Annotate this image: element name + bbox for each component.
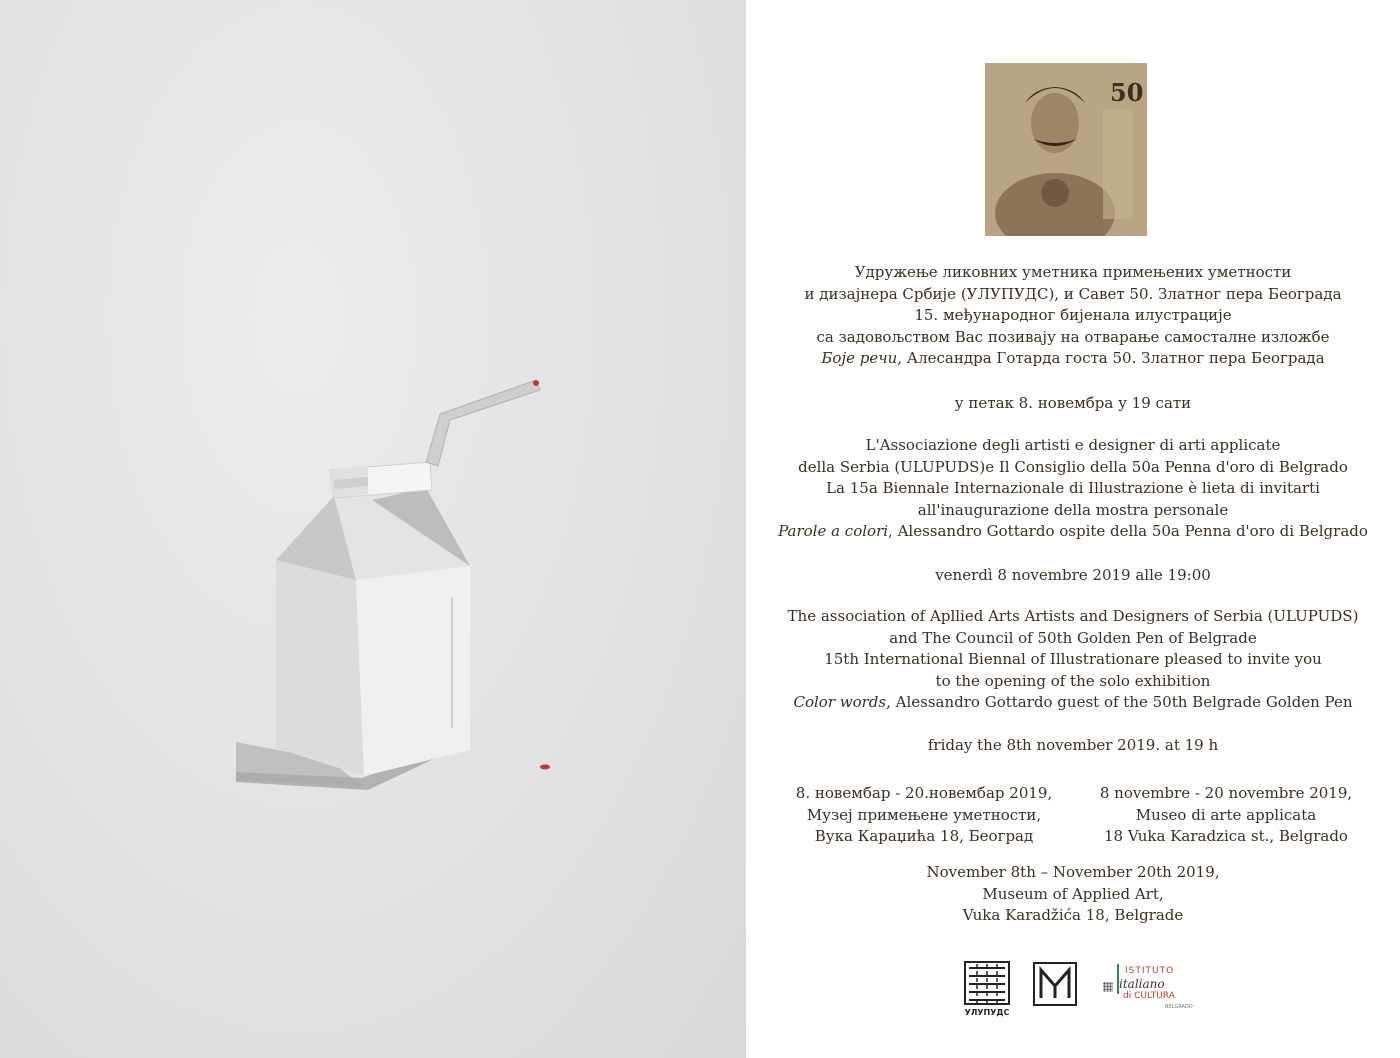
italian-line: all'inaugurazione della mostra personale — [917, 500, 1229, 519]
serbian-line: 15. међународног бијенала илустрације — [914, 306, 1232, 324]
italian-date: venerdì 8 novembre 2019 alle 19:00 — [935, 566, 1211, 584]
carton-front-face — [356, 566, 470, 776]
english-line: 15th International Biennal of Illustrationare pleased to invite you — [824, 650, 1322, 668]
venue-serbian: 8. новембар - 20.новембар 2019, Музеј примењене уметности, Вука Караџића 18, Београд — [795, 784, 1053, 845]
serbian-invitation — [746, 262, 1400, 370]
venue-english: November 8th – November 20th 2019, Museum of Applied Art, Vuka Karadžića 18, Belgrade — [926, 863, 1220, 924]
museum-monogram-icon — [1035, 964, 1075, 1004]
floor-red-drop — [540, 765, 550, 770]
serbian-date: у петак 8. новембра у 19 сати — [954, 394, 1192, 412]
italian-line: L'Associazione degli artisti e designer di arti applicate — [865, 436, 1281, 454]
carton-left-face — [276, 560, 364, 776]
sponsor-logos — [963, 960, 1193, 1020]
italian-exhibition-title: Parole a colori, Alessandro Gottardo ospite della 50a Penna d'oro di Belgrado — [778, 522, 1368, 540]
ulupuds-logo — [963, 960, 1011, 1020]
serbian-line: Удружење ликовних уметника примењених уметности — [854, 263, 1292, 281]
invitation-text-panel — [746, 0, 1400, 1058]
badge-number: 50 — [1110, 78, 1144, 107]
english-invitation — [746, 606, 1400, 714]
english-line: to the opening of the solo exhibition — [935, 671, 1211, 690]
italian-line: della Serbia (ULUPUDS)e Il Consiglio della 50a Penna d'oro di Belgrado — [798, 457, 1348, 476]
english-line: and The Council of 50th Golden Pen of Belgrade — [889, 628, 1257, 647]
straw-red-drop — [533, 380, 539, 386]
istituto-italiano-logo: ISTITUTO italiano di CULTURA BELGRADO — [1103, 964, 1195, 1014]
venue-italian: 8 novembre - 20 novembre 2019, Museo di arte applicata 18 Vuka Karadzica st., Belgrado — [1099, 784, 1353, 845]
serbian-exhibition-title: Боје речи, Алесандра Готарда госта 50. Златног пера Београда — [821, 349, 1325, 367]
english-line: The association of Apllied Arts Artists and Designers of Serbia (ULUPUDS) — [787, 607, 1359, 625]
portrait-illustration — [985, 63, 1147, 236]
english-date: friday the 8th november 2019. at 19 h — [927, 736, 1219, 754]
ulupuds-label: УЛУПУДС — [964, 1008, 1010, 1017]
ulupuds-pattern-icon — [963, 960, 1011, 1006]
museum-applied-art-logo — [1033, 962, 1077, 1006]
english-exhibition-title: Color words, Alessandro Gottardo guest of the 50th Belgrade Golden Pen — [793, 693, 1353, 711]
italian-line: La 15a Biennale Internazionale di Illustrazione è lieta di invitarti — [826, 479, 1320, 497]
dots-icon — [1103, 982, 1113, 992]
golden-pen-badge — [985, 63, 1147, 236]
straw — [426, 380, 540, 466]
serbian-line: са задовољством Вас позивају на отварање самосталне изложбе — [816, 327, 1330, 346]
serbian-line: и дизајнера Србије (УЛУПУДС), и Савет 50. Златног пера Београда — [804, 284, 1342, 303]
italian-invitation — [746, 435, 1400, 543]
